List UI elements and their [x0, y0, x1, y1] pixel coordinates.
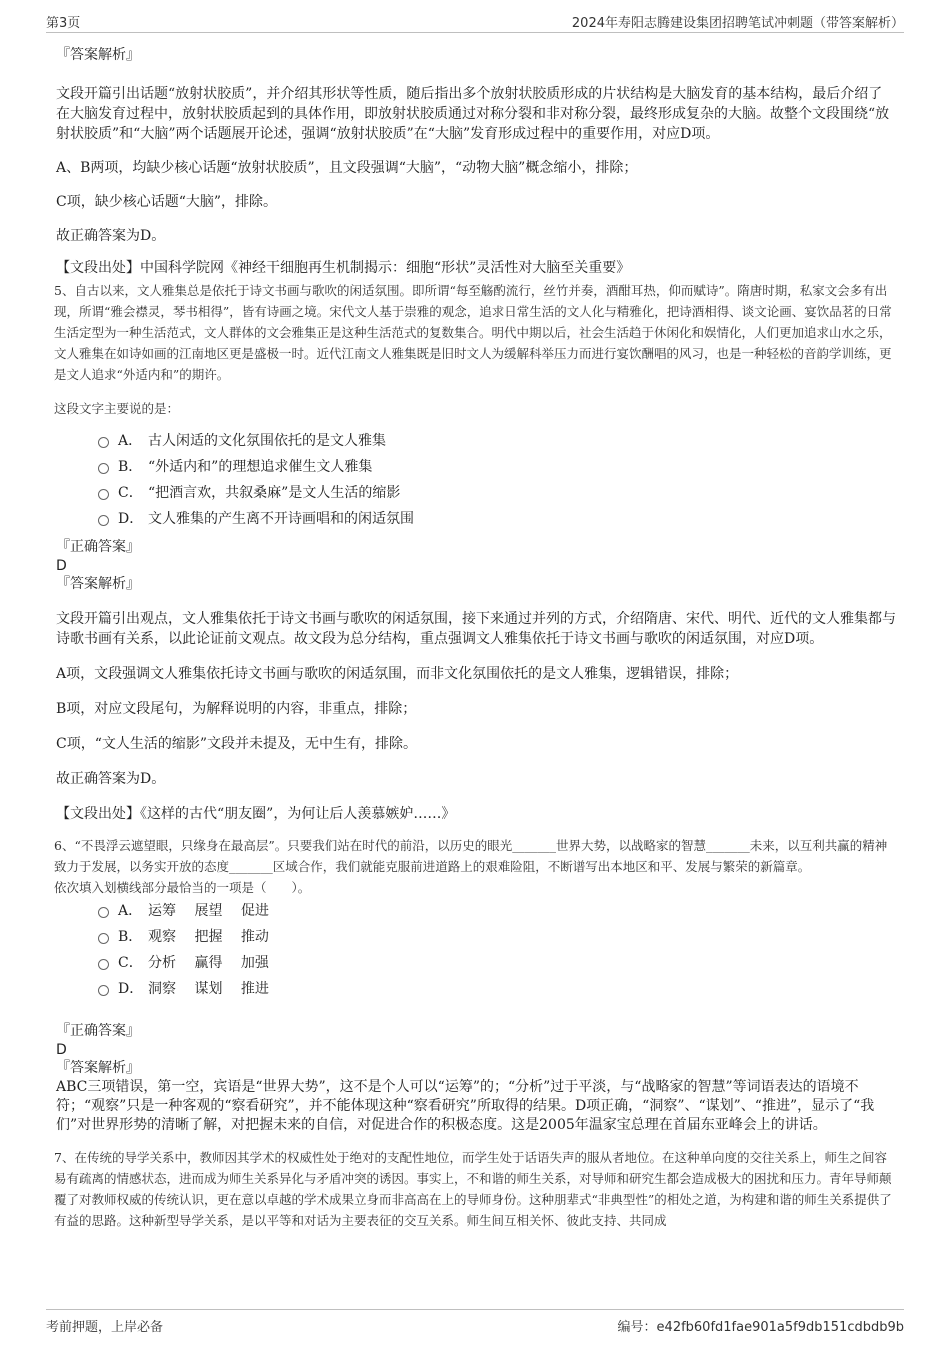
radio-icon[interactable]: [98, 437, 109, 448]
option-text: 古人闲适的文化氛围依托的是文人雅集: [148, 433, 386, 449]
option-label: B．: [118, 459, 143, 475]
radio-icon[interactable]: [98, 907, 109, 918]
q5-answer: D: [56, 558, 67, 574]
q6-question: 依次填入划横线部分最恰当的一项是（ ）。: [54, 880, 311, 895]
q5-options: [56, 428, 896, 532]
q4-analysis-p4: 故正确答案为D。: [56, 228, 166, 244]
q5-analysis-p1: 文段开篇引出观点，文人雅集依托于诗文书画与歌吹的闲适氛围，接下来通过并列的方式，介绍隋唐、宋代、明代、近代的文人雅集都与诗歌书画有关系，以此论证前文观点。故文段为总分结构，重点强调文人雅集依托于诗文书画与歌吹的闲适氛围，对应D项。: [56, 611, 896, 647]
footer-slogan: 考前押题，上岸必备: [46, 1320, 164, 1335]
option-label: D．: [118, 511, 144, 527]
q4-analysis-p1: 文段开篇引出话题“放射状胶质”，并介绍其形状等性质，随后指出多个放射状胶质形成的片状结构是大脑发育的基本结构，最后介绍了在大脑发育过程中，放射状胶质起到的具体作用，即放射状胶质通过对称分裂和非对称分裂，最终形成复杂的大脑。故整个文段围绕“放射状胶质”和“大脑”两个话题展开论述，强调“放射状胶质”在“大脑”发育形成过程中的重要作用，对应D项。: [56, 86, 890, 142]
q7-stem: 7、在传统的导学关系中，教师因其学术的权威性处于绝对的支配性地位，而学生处于话语失声的服从者地位。在这种单向度的交往关系上，师生之间容易有疏离的情感状态，进而成为师生关系异化与矛盾冲突的诱因。事实上，不和谐的师生关系，对导师和研究生都会造成极大的困扰和压力。青年导师颠覆了对教师权威的传统认识，更在意以卓越的学术成果立身而非高高在上的导师身份。这种朋辈式“非典型性”的相处之道，为构建和谐的师生关系提供了有益的思路。这种新型导学关系，是以平等和对话为主要表征的交互关系。师生间互相关怀、彼此支持、共同成: [54, 1150, 892, 1228]
option-label: C．: [118, 485, 143, 501]
q4-analysis-p2: A、B两项，均缺少核心话题“放射状胶质”，且文段强调“大脑”，“动物大脑”概念缩小，排除；: [56, 160, 638, 176]
option-text: 文人雅集的产生离不开诗画唱和的闲适氛围: [148, 511, 414, 527]
q5-analysis-tag: 『答案解析』: [56, 576, 140, 592]
q6-option-c[interactable]: [56, 950, 896, 976]
option-text: “外适内和”的理想追求催生文人雅集: [148, 459, 373, 475]
q5-analysis-p5: 故正确答案为D。: [56, 771, 166, 787]
q6-options: [56, 898, 896, 1002]
page-footer: [46, 1309, 904, 1336]
option-text: “把酒言欢，共叙桑麻”是文人生活的缩影: [148, 485, 401, 501]
page-content: [56, 44, 896, 1231]
q6-analysis-tag: 『答案解析』: [56, 1060, 140, 1076]
q5-analysis-p4: C项，“文人生活的缩影”文段并未提及，无中生有，排除。: [56, 736, 418, 752]
q5-option-d[interactable]: [56, 506, 896, 532]
option-text: 运筹 展望 促进: [148, 903, 269, 919]
q5-analysis-p3: B项，对应文段尾句，为解释说明的内容，非重点，排除；: [56, 701, 417, 717]
q4-source: 【文段出处】中国科学院网《神经干细胞再生机制揭示：细胞“形状”灵活性对大脑至关重要》: [56, 260, 631, 276]
page-number: 第3页: [46, 16, 81, 31]
q5-option-a[interactable]: [56, 428, 896, 454]
q6-stem: 6、“不畏浮云遮望眼，只缘身在最高层”。只要我们站在时代的前沿，以历史的眼光_______世界大势，以战略家的智慧_______未来，以互利共赢的精神致力于发展，以务实开放的态度_______区域合作，我们就能克服前进道路上的艰难险阻，不断谱写出本地区和平、发展与繁荣的新篇章。: [54, 838, 888, 874]
option-text: 分析 赢得 加强: [148, 955, 269, 971]
radio-icon[interactable]: [98, 489, 109, 500]
radio-icon[interactable]: [98, 959, 109, 970]
radio-icon[interactable]: [98, 985, 109, 996]
q5-stem: 5、自古以来，文人雅集总是依托于诗文书画与歌吹的闲适氛围。即所谓“每至觞酌流行，丝竹并奏，酒酣耳热，仰而赋诗”。隋唐时期，私家文会多有出现，所谓“雅会襟灵，琴书相得”，皆有诗画之境。宋代文人基于崇雅的观念，追求日常生活的文人化与精雅化，把诗酒相得、谈文论画、宴饮品茗的日常生活定型为一种生活范式，文人群体的文会雅集正是这种生活范式的复数集合。明代中期以后，社会生活趋于休闲化和娱情化，人们更加追求山水之乐，文人雅集在如诗如画的江南地区更是盛极一时。近代江南文人雅集既是旧时文人为缓解科举压力而进行宴饮酬唱的风习，也是一种轻松的音韵学训练，更是文人追求“外适内和”的期许。: [54, 283, 892, 382]
q4-analysis-p3: C项，缺少核心话题“大脑”，排除。: [56, 194, 278, 210]
option-text: 观察 把握 推动: [148, 929, 269, 945]
radio-icon[interactable]: [98, 515, 109, 526]
q6-option-b[interactable]: [56, 924, 896, 950]
option-label: C．: [118, 955, 143, 971]
q5-answer-tag: 『正确答案』: [56, 539, 140, 555]
radio-icon[interactable]: [98, 933, 109, 944]
q6-option-d[interactable]: [56, 976, 896, 1002]
document-id: 编号：e42fb60fd1fae901a5f9db151cdbdb9b: [617, 1320, 904, 1335]
q6-option-a[interactable]: [56, 898, 896, 924]
option-label: A．: [118, 433, 143, 449]
option-label: A．: [118, 903, 143, 919]
q6-answer: D: [56, 1042, 67, 1058]
page-header: [46, 10, 904, 33]
q5-option-b[interactable]: [56, 454, 896, 480]
q6-analysis: ABC三项错误，第一空，宾语是“世界大势”，这不是个人可以“运筹”的；“分析”过于平淡，与“战略家的智慧”等词语表达的语境不符；“观察”只是一种客观的“察看研究”，并不能体现这种“察看研究”所取得的结果。D项正确，“洞察”、“谋划”、“推进”，显示了“我们”对世界形势的清晰了解，对把握未来的自信，对促进合作的积极态度。这是2005年温家宝总理在首届东亚峰会上的讲话。: [56, 1079, 875, 1133]
q5-source: 【文段出处】《这样的古代“朋友圈”，为何让后人羡慕嫉妒……》: [56, 806, 456, 822]
option-label: B．: [118, 929, 143, 945]
option-label: D．: [118, 981, 144, 997]
radio-icon[interactable]: [98, 463, 109, 474]
q6-answer-tag: 『正确答案』: [56, 1023, 140, 1039]
q5-analysis-p2: A项，文段强调文人雅集依托诗文书画与歌吹的闲适氛围，而非文化氛围依托的是文人雅集，逻辑错误，排除；: [56, 666, 739, 682]
q5-question: 这段文字主要说的是：: [54, 401, 180, 416]
option-text: 洞察 谋划 推进: [148, 981, 269, 997]
q4-analysis-tag: 『答案解析』: [56, 47, 140, 63]
document-title: 2024年寿阳志腾建设集团招聘笔试冲刺题（带答案解析）: [571, 16, 904, 31]
q5-option-c[interactable]: [56, 480, 896, 506]
